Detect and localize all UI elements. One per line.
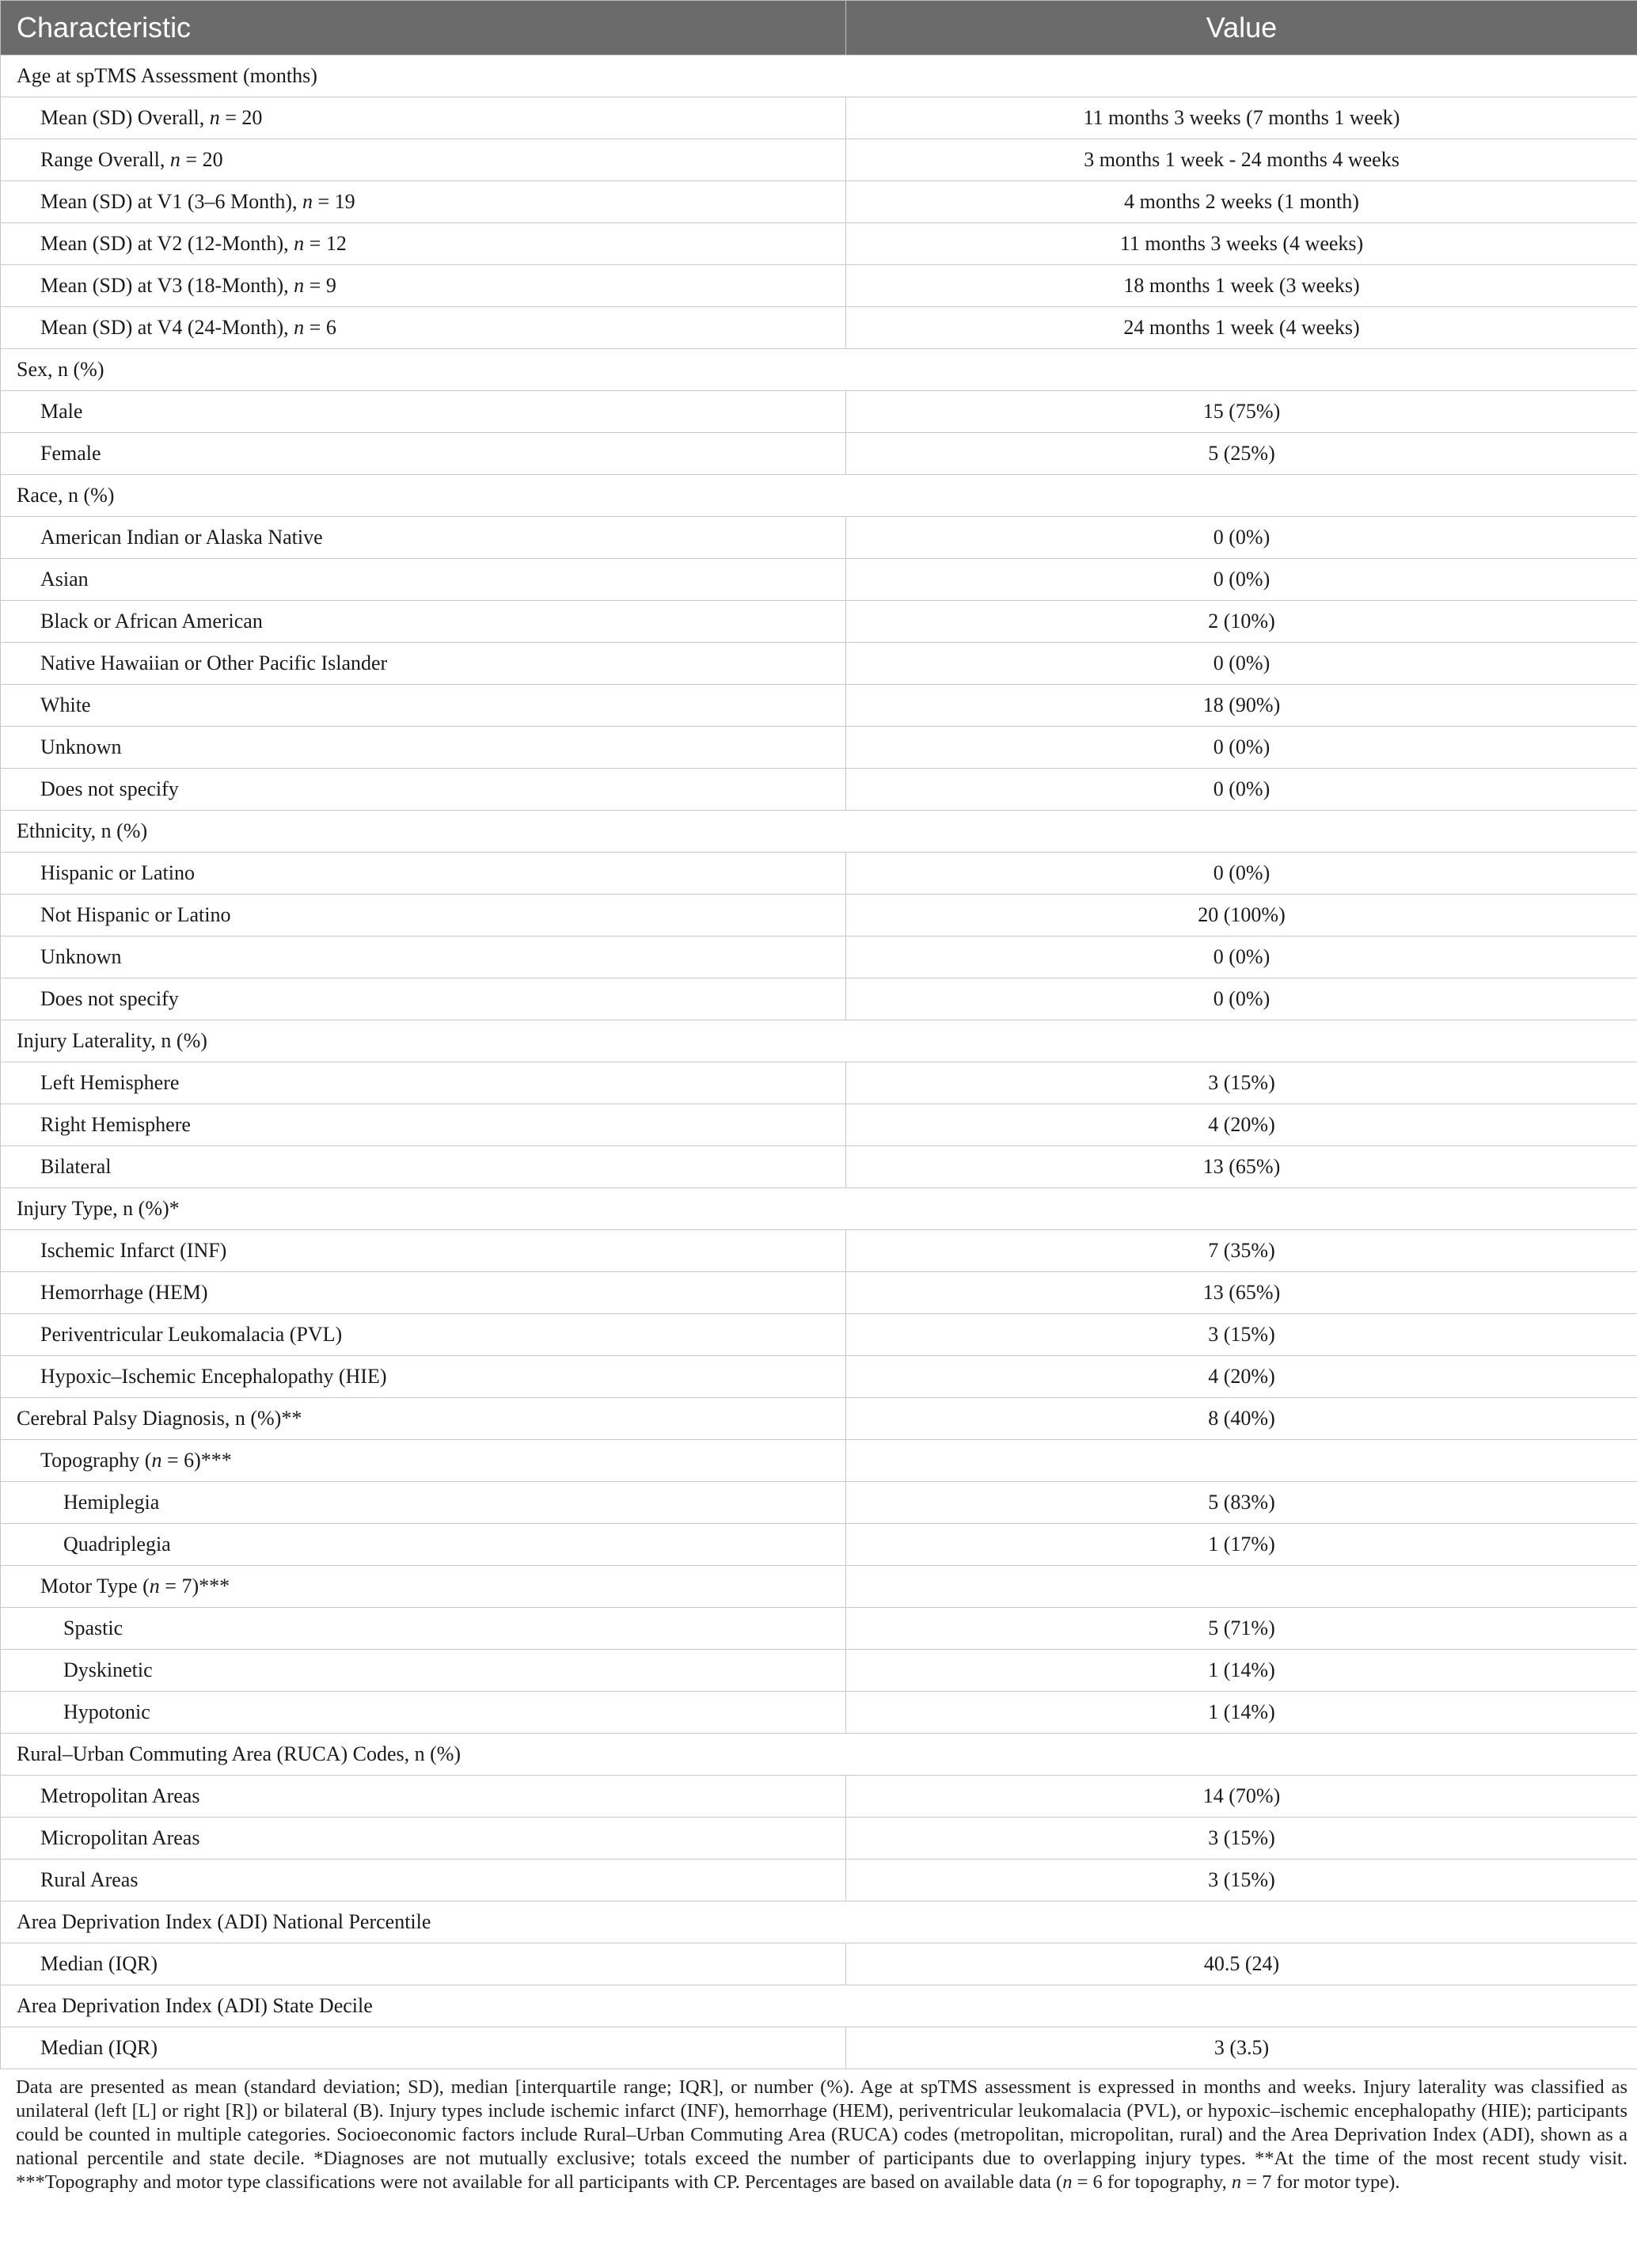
- row-label-cell: [1, 685, 846, 727]
- equals-sign: =: [312, 190, 335, 213]
- table-row: [1, 1020, 1637, 1062]
- table-row: [1, 1860, 1637, 1901]
- row-value: 18 months 1 week (3 weeks): [846, 265, 1637, 307]
- row-value: 0 (0%): [846, 643, 1637, 685]
- equals-sign: =: [219, 106, 242, 129]
- row-value: 8 (40%): [846, 1398, 1637, 1440]
- row-label-cell: [1, 139, 846, 181]
- row-value: [846, 1566, 1637, 1608]
- row-n-value: 20: [202, 148, 223, 171]
- row-label: Hypoxic–Ischemic Encephalopathy (HIE): [40, 1365, 387, 1388]
- row-label-cell: [1, 601, 846, 643]
- row-label: Injury Laterality, n (%): [17, 1029, 207, 1052]
- row-label-cell: [1, 391, 846, 433]
- row-n-value: 20: [241, 106, 263, 129]
- row-label-cell: [1, 1440, 846, 1482]
- footnote-text-3: = 7 for motor type).: [1241, 2171, 1400, 2193]
- header-characteristic: Characteristic: [1, 1, 846, 55]
- table-row: [1, 391, 1637, 433]
- row-label-cell: [1, 307, 846, 349]
- table-row: [1, 1440, 1637, 1482]
- table-row: [1, 1776, 1637, 1818]
- table-row: [1, 559, 1637, 601]
- group-label-cell: [1, 349, 1637, 391]
- row-label: Mean (SD) at V1 (3–6 Month),: [40, 190, 302, 213]
- row-value: 0 (0%): [846, 517, 1637, 559]
- equals-sign: =: [304, 274, 326, 297]
- table-row: [1, 1062, 1637, 1104]
- row-label-cell: [1, 97, 846, 139]
- n-symbol: n: [169, 148, 180, 171]
- table-row: [1, 517, 1637, 559]
- row-value: 5 (83%): [846, 1482, 1637, 1524]
- row-label: Mean (SD) at V4 (24-Month),: [40, 316, 294, 339]
- row-label-cell: [1, 181, 846, 223]
- row-value: 0 (0%): [846, 853, 1637, 895]
- table-row: [1, 1188, 1637, 1230]
- n-symbol: n: [294, 274, 305, 297]
- row-value: 3 (15%): [846, 1062, 1637, 1104]
- table-row: [1, 307, 1637, 349]
- table-row: [1, 181, 1637, 223]
- row-label-cell: [1, 1314, 846, 1356]
- group-label-cell: [1, 1020, 1637, 1062]
- row-label-cell: [1, 1818, 846, 1860]
- row-label: Mean (SD) Overall,: [40, 106, 210, 129]
- equals-sign: =: [161, 1449, 184, 1472]
- row-label: Bilateral: [40, 1155, 112, 1178]
- table-row: [1, 139, 1637, 181]
- table-row: [1, 769, 1637, 811]
- row-label: Ethnicity, n (%): [17, 819, 148, 842]
- table-row: [1, 1943, 1637, 1985]
- row-label: Native Hawaiian or Other Pacific Islander: [40, 652, 388, 674]
- row-label: Topography (: [40, 1449, 152, 1472]
- table-row: [1, 265, 1637, 307]
- row-label: Dyskinetic: [63, 1658, 153, 1681]
- row-label: Hypotonic: [63, 1700, 150, 1723]
- row-label-suffix: )***: [192, 1575, 230, 1597]
- row-label-cell: [1, 643, 846, 685]
- row-label: Does not specify: [40, 777, 179, 800]
- row-label: Spastic: [63, 1616, 123, 1639]
- row-n-value: 9: [325, 274, 336, 297]
- row-label-cell: [1, 1356, 846, 1398]
- table-row: [1, 1734, 1637, 1776]
- table-row: [1, 223, 1637, 265]
- row-value: 15 (75%): [846, 391, 1637, 433]
- row-value: 7 (35%): [846, 1230, 1637, 1272]
- row-label-cell: [1, 853, 846, 895]
- group-label-cell: [1, 55, 1637, 97]
- row-label-cell: [1, 1776, 846, 1818]
- row-label: Area Deprivation Index (ADI) National Percentile: [17, 1910, 431, 1933]
- row-value: 18 (90%): [846, 685, 1637, 727]
- row-label-cell: [1, 223, 846, 265]
- n-symbol: n: [294, 316, 305, 339]
- table-row: [1, 97, 1637, 139]
- row-label: Hemorrhage (HEM): [40, 1281, 208, 1304]
- group-label-cell: [1, 811, 1637, 853]
- n-symbol: n: [151, 1449, 162, 1472]
- row-value: 5 (71%): [846, 1608, 1637, 1650]
- row-value: 13 (65%): [846, 1146, 1637, 1188]
- group-label-cell: [1, 1734, 1637, 1776]
- table-row: [1, 1650, 1637, 1692]
- row-value: 3 months 1 week - 24 months 4 weeks: [846, 139, 1637, 181]
- row-value: [846, 1440, 1637, 1482]
- row-label-cell: [1, 1566, 846, 1608]
- table-row: [1, 1398, 1637, 1440]
- table-row: [1, 1524, 1637, 1566]
- row-label-cell: [1, 727, 846, 769]
- row-label-cell: [1, 978, 846, 1020]
- row-label-cell: [1, 433, 846, 475]
- row-label: Does not specify: [40, 987, 179, 1010]
- row-label: Unknown: [40, 945, 122, 968]
- row-label-cell: [1, 265, 846, 307]
- row-label: Mean (SD) at V2 (12-Month),: [40, 232, 294, 255]
- row-label: Right Hemisphere: [40, 1113, 191, 1136]
- table-row: [1, 853, 1637, 895]
- row-label-cell: [1, 517, 846, 559]
- row-n-value: 12: [325, 232, 347, 255]
- row-label: Not Hispanic or Latino: [40, 903, 231, 926]
- row-label-cell: [1, 1692, 846, 1734]
- row-label: Age at spTMS Assessment (months): [17, 64, 317, 87]
- row-value: 13 (65%): [846, 1272, 1637, 1314]
- row-label: Periventricular Leukomalacia (PVL): [40, 1323, 343, 1346]
- row-value: 3 (3.5): [846, 2027, 1637, 2069]
- row-value: 0 (0%): [846, 559, 1637, 601]
- table-row: [1, 1104, 1637, 1146]
- table-row: [1, 1272, 1637, 1314]
- group-label-cell: [1, 475, 1637, 517]
- row-label-cell: [1, 895, 846, 936]
- row-label-cell: [1, 1062, 846, 1104]
- equals-sign: =: [304, 316, 326, 339]
- row-value: 2 (10%): [846, 601, 1637, 643]
- table-row: [1, 2027, 1637, 2069]
- header-value: Value: [846, 1, 1637, 55]
- row-n-value: 7: [181, 1575, 192, 1597]
- row-label: Cerebral Palsy Diagnosis, n (%)**: [17, 1407, 302, 1430]
- row-value: 4 (20%): [846, 1104, 1637, 1146]
- row-label: Median (IQR): [40, 2036, 158, 2059]
- row-label-cell: [1, 1860, 846, 1901]
- row-label: Left Hemisphere: [40, 1071, 180, 1094]
- header-row: [1, 1, 1637, 55]
- table-row: [1, 1356, 1637, 1398]
- row-label: Hemiplegia: [63, 1491, 160, 1514]
- table-row: [1, 1146, 1637, 1188]
- row-label: Motor Type (: [40, 1575, 150, 1597]
- row-label: Unknown: [40, 735, 122, 758]
- table-row: [1, 1818, 1637, 1860]
- row-label: Mean (SD) at V3 (18-Month),: [40, 274, 294, 297]
- row-label-cell: [1, 1398, 846, 1440]
- row-value: 1 (17%): [846, 1524, 1637, 1566]
- row-label: Black or African American: [40, 610, 263, 633]
- row-value: 24 months 1 week (4 weeks): [846, 307, 1637, 349]
- row-label: Quadriplegia: [63, 1533, 171, 1556]
- table-row: [1, 433, 1637, 475]
- group-label-cell: [1, 1901, 1637, 1943]
- row-value: 0 (0%): [846, 727, 1637, 769]
- row-value: 3 (15%): [846, 1314, 1637, 1356]
- row-value: 4 months 2 weeks (1 month): [846, 181, 1637, 223]
- row-value: 0 (0%): [846, 978, 1637, 1020]
- row-label-cell: [1, 1146, 846, 1188]
- n-symbol: n: [294, 232, 305, 255]
- table-row: [1, 1314, 1637, 1356]
- row-label-cell: [1, 1608, 846, 1650]
- row-label: Asian: [40, 568, 89, 591]
- table-row: [1, 643, 1637, 685]
- table-row: [1, 475, 1637, 517]
- row-value: 3 (15%): [846, 1818, 1637, 1860]
- table-row: [1, 1230, 1637, 1272]
- table-row: [1, 727, 1637, 769]
- row-label-cell: [1, 1104, 846, 1146]
- row-label-cell: [1, 1230, 846, 1272]
- row-label: Median (IQR): [40, 1952, 158, 1975]
- equals-sign: =: [180, 148, 203, 171]
- table-row: [1, 895, 1637, 936]
- n-symbol: n: [302, 190, 313, 213]
- row-value: 3 (15%): [846, 1860, 1637, 1901]
- row-label-cell: [1, 769, 846, 811]
- table-body: [1, 55, 1637, 2069]
- row-label: Range Overall,: [40, 148, 170, 171]
- row-label-cell: [1, 1272, 846, 1314]
- row-value: 11 months 3 weeks (7 months 1 week): [846, 97, 1637, 139]
- table-row: [1, 1692, 1637, 1734]
- row-n-value: 19: [334, 190, 355, 213]
- row-value: 11 months 3 weeks (4 weeks): [846, 223, 1637, 265]
- row-value: 0 (0%): [846, 769, 1637, 811]
- row-value: 40.5 (24): [846, 1943, 1637, 1985]
- row-value: 20 (100%): [846, 895, 1637, 936]
- footnote-text-2: = 6 for topography,: [1072, 2171, 1232, 2193]
- row-label-suffix: )***: [194, 1449, 232, 1472]
- group-label-cell: [1, 1985, 1637, 2027]
- table-row: [1, 978, 1637, 1020]
- table-row: [1, 685, 1637, 727]
- row-label: Hispanic or Latino: [40, 861, 195, 884]
- table-row: [1, 601, 1637, 643]
- row-label: American Indian or Alaska Native: [40, 526, 323, 549]
- table-row: [1, 1566, 1637, 1608]
- row-label: Rural–Urban Commuting Area (RUCA) Codes, n (%): [17, 1742, 461, 1765]
- table-header: [1, 1, 1637, 55]
- row-label: White: [40, 693, 91, 716]
- row-value: 14 (70%): [846, 1776, 1637, 1818]
- row-label-cell: [1, 1482, 846, 1524]
- table-row: [1, 936, 1637, 978]
- table-footnote: [0, 2069, 1637, 2194]
- footnote-n-symbol-1: n: [1062, 2171, 1073, 2193]
- row-n-value: 6: [184, 1449, 195, 1472]
- table-row: [1, 811, 1637, 853]
- table-row: [1, 1608, 1637, 1650]
- row-value: 1 (14%): [846, 1650, 1637, 1692]
- row-label-cell: [1, 1650, 846, 1692]
- row-label: Rural Areas: [40, 1868, 139, 1891]
- row-label: Metropolitan Areas: [40, 1784, 200, 1807]
- group-label-cell: [1, 1188, 1637, 1230]
- table-row: [1, 349, 1637, 391]
- table-row: [1, 1985, 1637, 2027]
- equals-sign: =: [159, 1575, 182, 1597]
- row-value: 0 (0%): [846, 936, 1637, 978]
- footnote-n-symbol-2: n: [1231, 2171, 1242, 2193]
- equals-sign: =: [304, 232, 326, 255]
- table-row: [1, 1901, 1637, 1943]
- row-label-cell: [1, 559, 846, 601]
- row-label-cell: [1, 2027, 846, 2069]
- footnote-text-1: Data are presented as mean (standard deviation; SD), median [interquartile range; IQR], or number (%). Age at spTMS assessment is expressed in months and weeks. Injury laterality was classified as unilateral (left [L] or right [R]) or bilateral (B). Injury types include ischemic infarct (INF), hemorrhage (HEM), periventricular leukomalacia (PVL), or hypoxic–ischemic encephalopathy (HIE); participants could be counted in multiple categories. Socioeconomic factors include Rural–Urban Commuting Area (RUCA) codes (metropolitan, micropolitan, rural) and the Area Deprivation Index (ADI), shown as a national percentile and state decile. *Diagnoses are not mutually exclusive; totals exceed the number of participants due to overlapping injury types. **At the time of the most recent study visit. ***Topography and motor type classifications were not available for all participants with CP. Percentages are based on available data (: [16, 2076, 1628, 2193]
- row-label-cell: [1, 936, 846, 978]
- table-row: [1, 1482, 1637, 1524]
- row-label: Injury Type, n (%)*: [17, 1197, 180, 1220]
- row-n-value: 6: [325, 316, 336, 339]
- row-label-cell: [1, 1524, 846, 1566]
- row-label: Sex, n (%): [17, 358, 104, 381]
- row-label: Area Deprivation Index (ADI) State Decile: [17, 1994, 373, 2017]
- n-symbol: n: [209, 106, 220, 129]
- row-label: Race, n (%): [17, 484, 115, 507]
- row-value: 1 (14%): [846, 1692, 1637, 1734]
- row-value: 5 (25%): [846, 433, 1637, 475]
- row-label: Micropolitan Areas: [40, 1826, 200, 1849]
- row-value: 4 (20%): [846, 1356, 1637, 1398]
- row-label: Male: [40, 400, 83, 423]
- row-label: Ischemic Infarct (INF): [40, 1239, 227, 1262]
- row-label: Female: [40, 442, 101, 465]
- table-row: [1, 55, 1637, 97]
- n-symbol: n: [149, 1575, 160, 1597]
- row-label-cell: [1, 1943, 846, 1985]
